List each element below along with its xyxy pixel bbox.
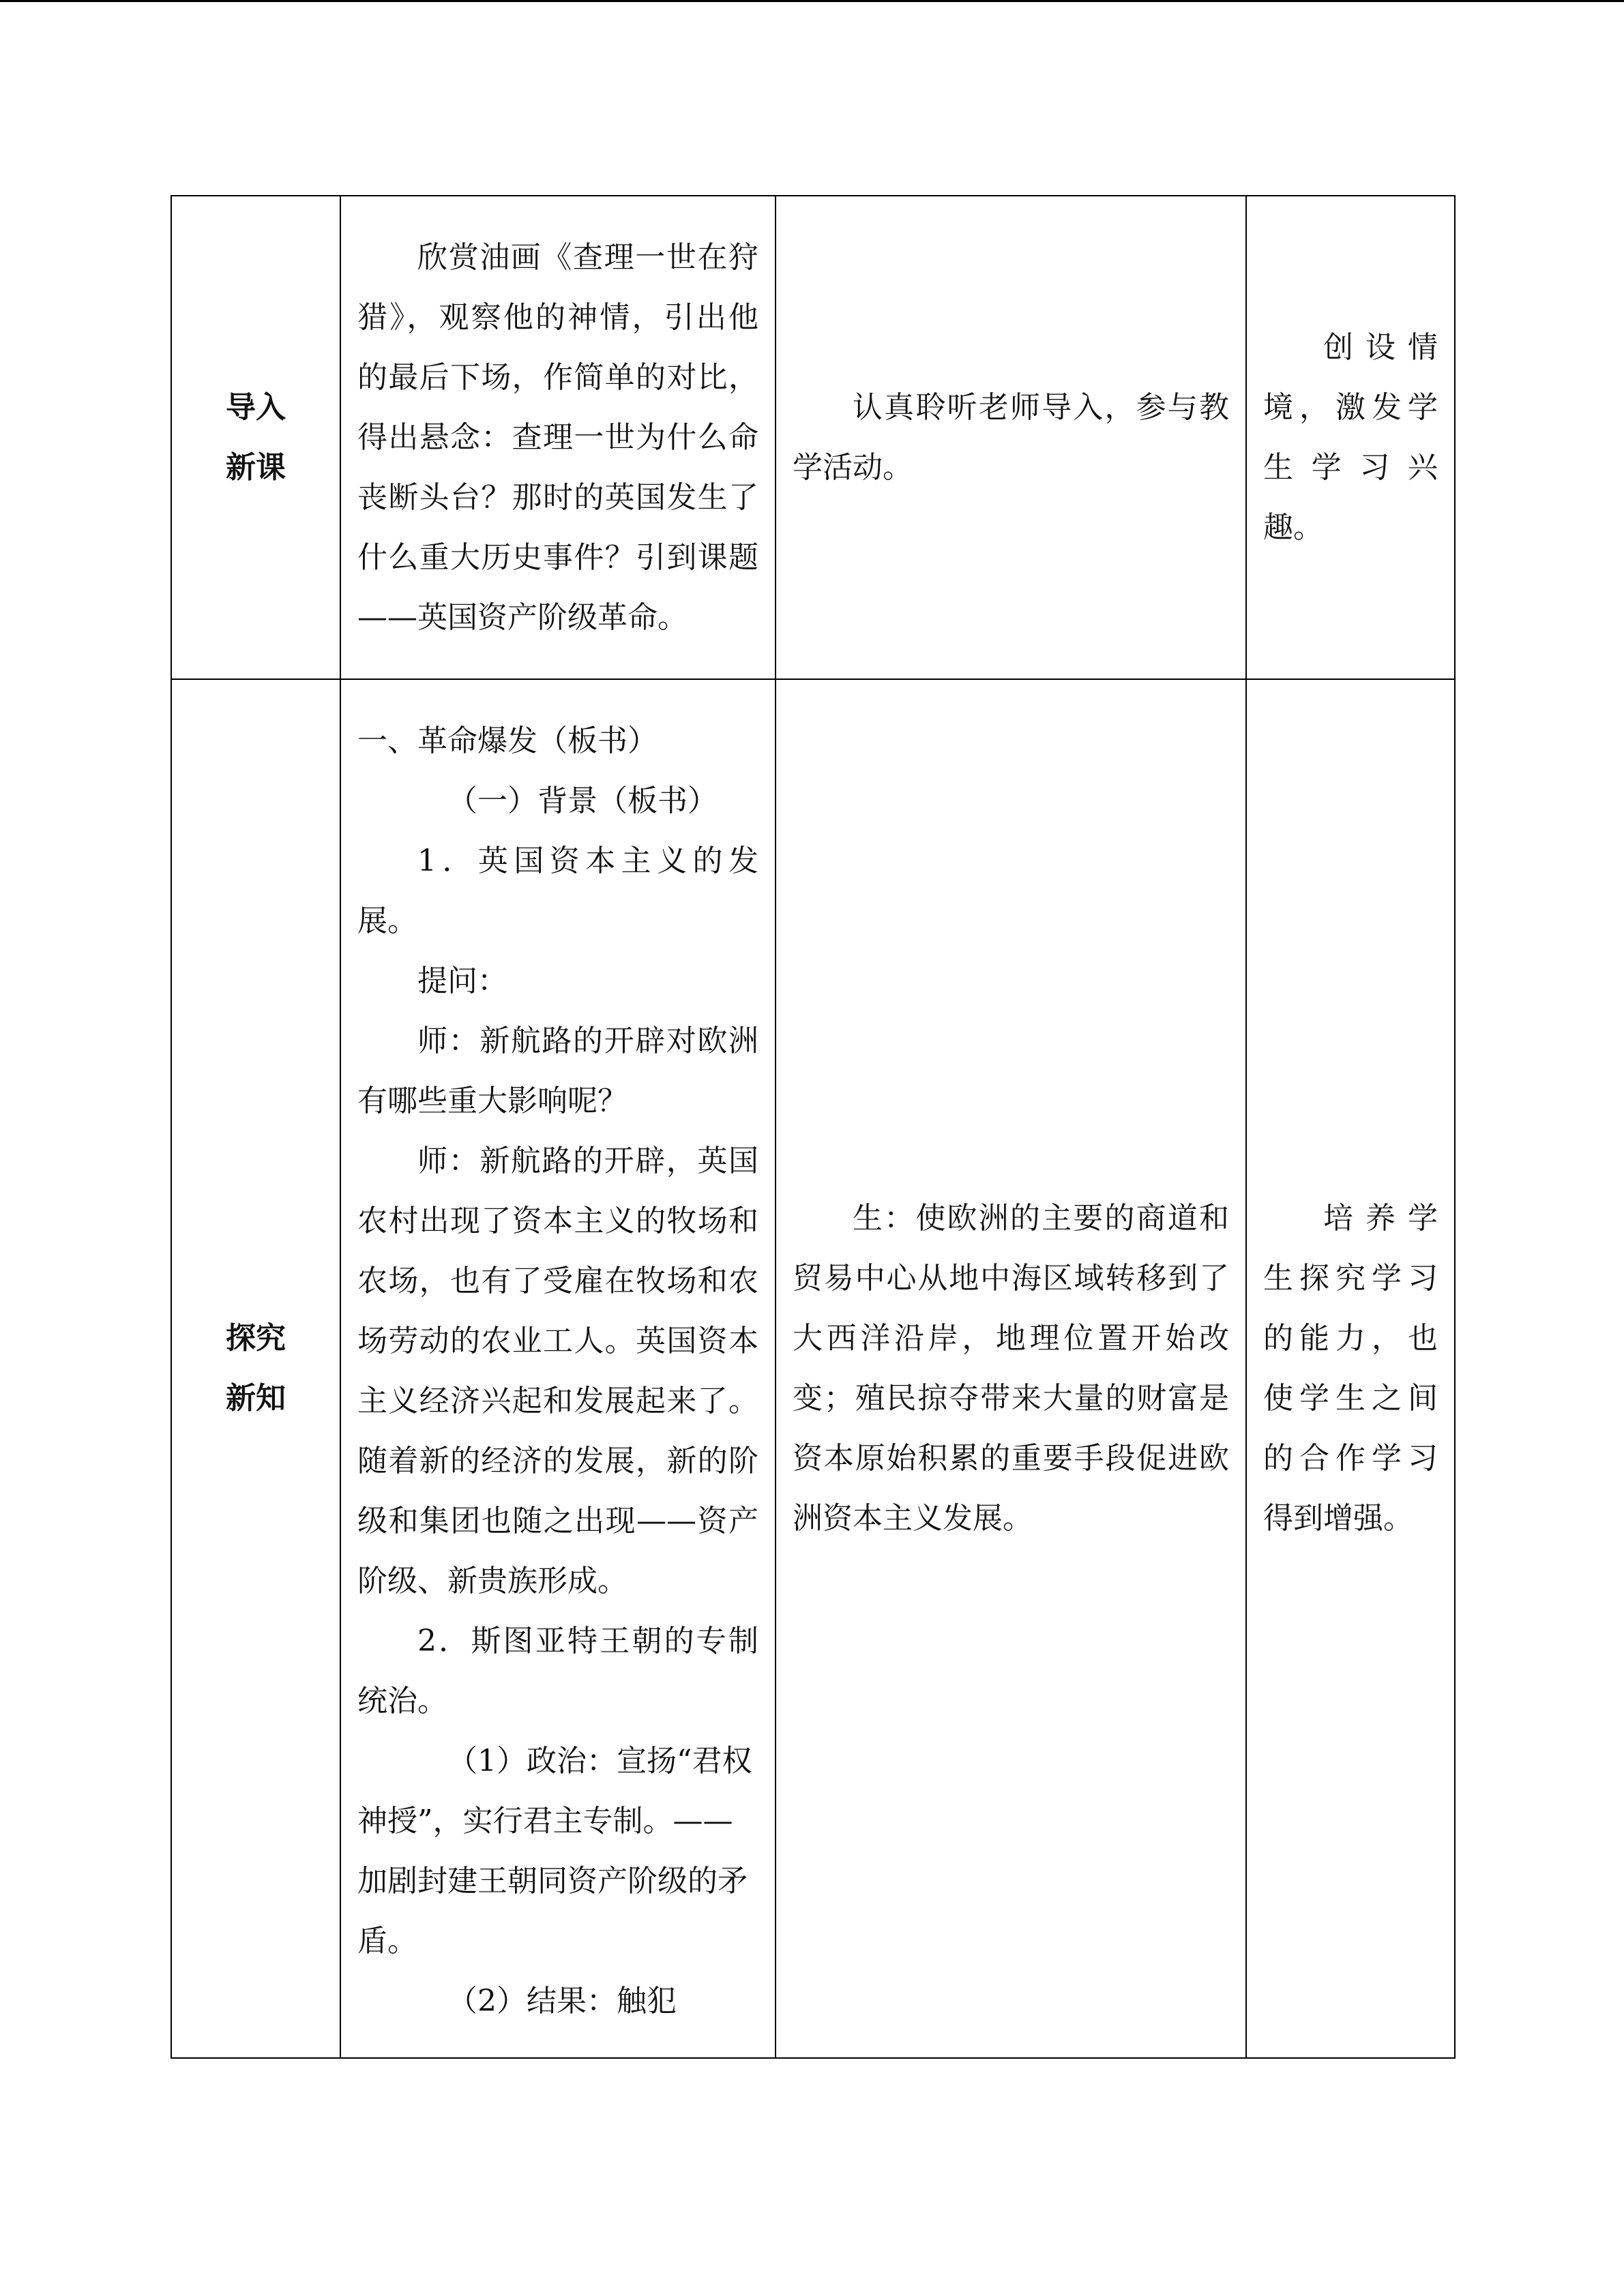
stage-cell bbox=[171, 196, 340, 679]
design-intent-text: 创设情境，激发学生学习兴趣。 bbox=[1263, 329, 1438, 545]
question-label: 提问： bbox=[417, 964, 507, 998]
student-activity-cell bbox=[776, 679, 1246, 2058]
teacher-activity-cell bbox=[340, 679, 776, 2058]
student-activity-cell bbox=[776, 196, 1246, 679]
design-intent-cell bbox=[1246, 196, 1455, 679]
lesson-plan-table bbox=[171, 195, 1456, 2059]
design-intent-text: 培养学生探究学习的能力，也使学生之间的合作学习得到增强。 bbox=[1263, 1201, 1438, 1536]
stage-label-line-1: 探究 bbox=[226, 1321, 286, 1356]
design-intent-cell bbox=[1246, 679, 1455, 2058]
sub-point-text: （2）结果：触犯 bbox=[447, 1984, 677, 2018]
table-row-explore bbox=[171, 679, 1455, 2058]
teacher-explanation: 师：新航路的开辟，英国农村出现了资本主义的牧场和农场，也有了受雇在牧场和农场劳动的农业工人。英国资本主义经济兴起和发展起来了。随着新的经济的发展，新的阶级和集团也随之出现——资产阶级、新贵族形成。 bbox=[357, 1144, 758, 1598]
teacher-question: 师：新航路的开辟对欧洲有哪些重大影响呢？ bbox=[357, 1024, 758, 1118]
sub-point-text: （1）政治：宣扬“君权神授”，实行君主专制。——加剧封建王朝同资产阶级的矛盾。 bbox=[357, 1744, 752, 1958]
teacher-activity-text: 欣赏油画《查理一世在狩猎》，观察他的神情，引出他的最后下场，作简单的对比，得出悬念：查理一世为什么命丧断头台？那时的英国发生了什么重大历史事件？引到课题——英国资产阶级革命。 bbox=[357, 239, 758, 635]
student-activity-text: 生：使欧洲的主要的商道和贸易中心从地中海区域转移到了大西洋沿岸，地理位置开始改变；殖民掠夺带来大量的财富是资本原始积累的重要手段促进欧洲资本主义发展。 bbox=[793, 1201, 1229, 1536]
stage-cell bbox=[171, 679, 340, 2058]
section-heading: 一、革命爆发（板书） bbox=[357, 724, 658, 758]
teacher-activity-cell bbox=[340, 196, 776, 679]
point-heading: 1．英国资本主义的发展。 bbox=[357, 844, 758, 938]
stage-label-line-2: 新课 bbox=[226, 449, 286, 485]
stage-label-line-1: 导入 bbox=[226, 389, 286, 425]
page-top-rule bbox=[0, 0, 1624, 2]
table-row-intro bbox=[171, 196, 1455, 679]
stage-label-line-2: 新知 bbox=[226, 1381, 286, 1416]
subsection-heading: （一）背景（板书） bbox=[447, 784, 718, 818]
student-activity-text: 认真聆听老师导入，参与教学活动。 bbox=[793, 389, 1229, 485]
point-heading: 2．斯图亚特王朝的专制统治。 bbox=[357, 1624, 758, 1718]
